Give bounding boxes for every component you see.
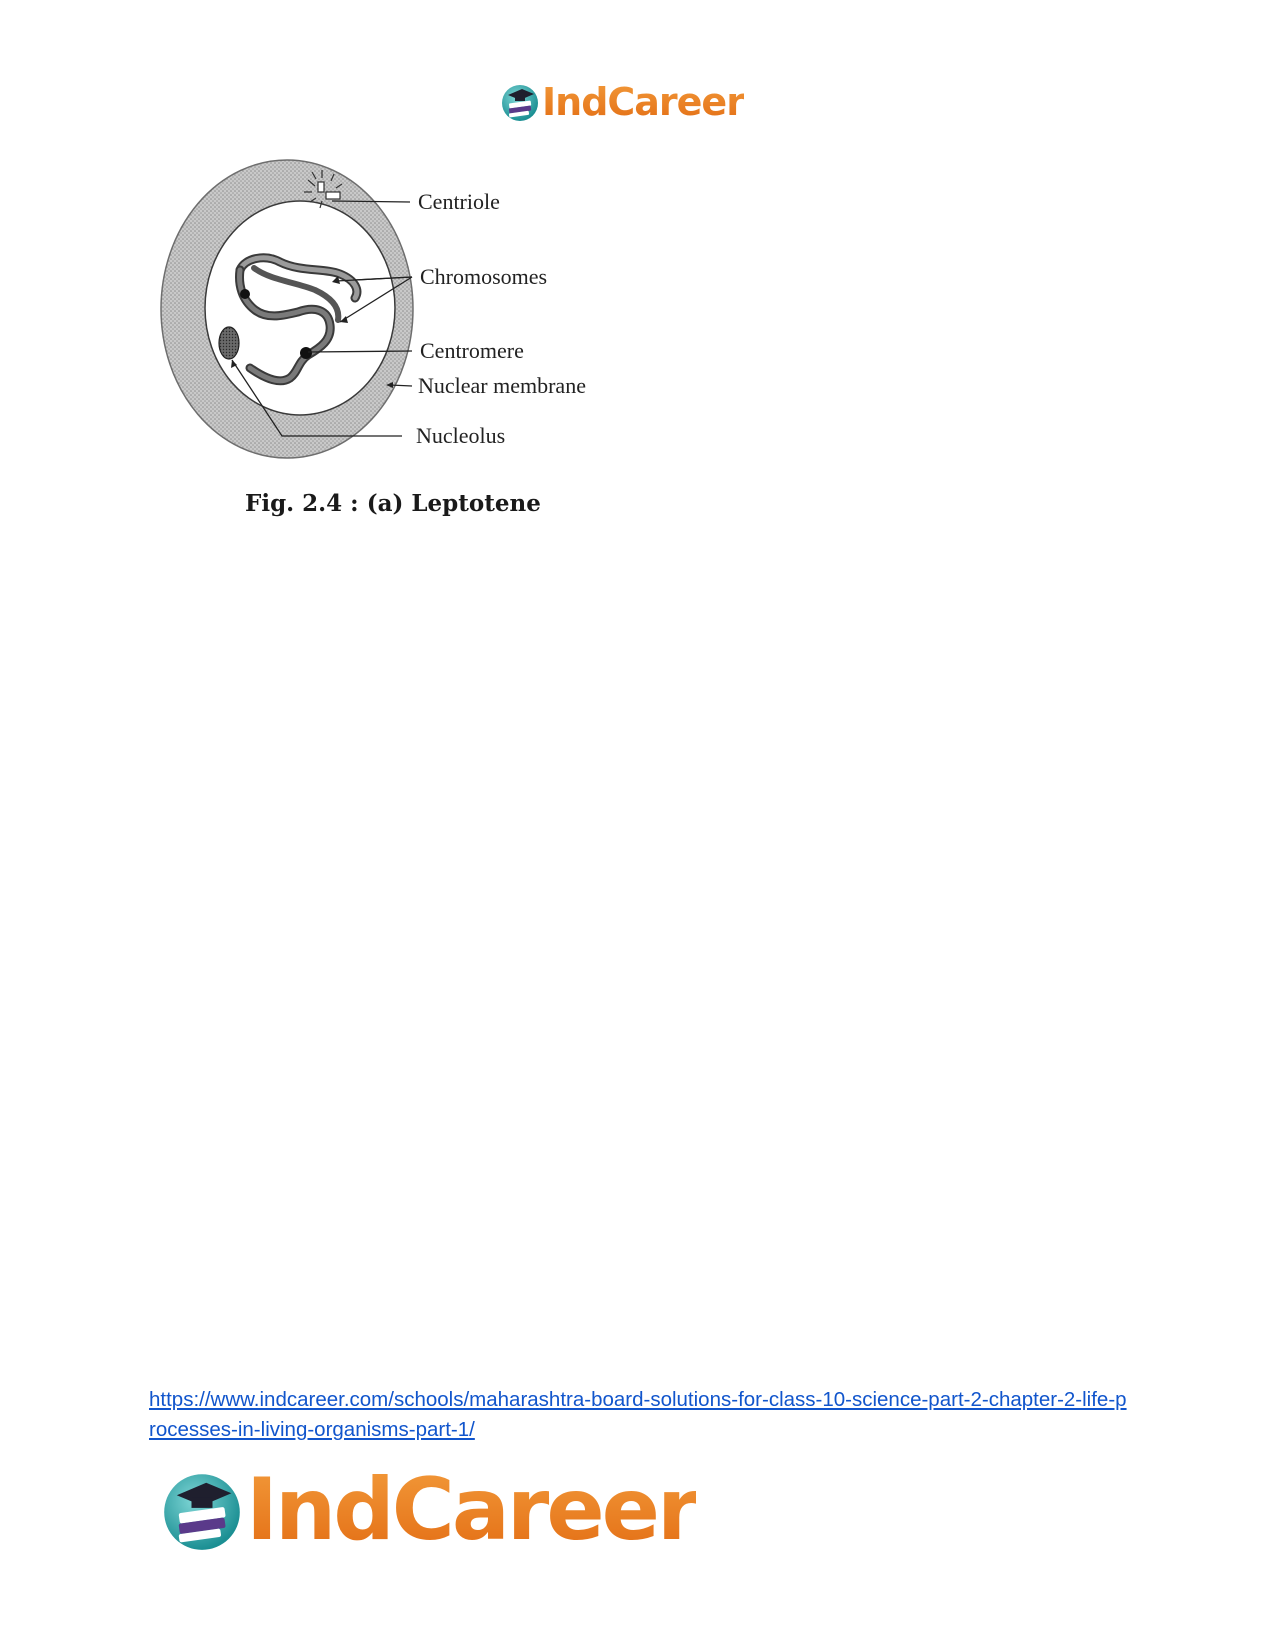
label-centriole: Centriole (418, 189, 500, 214)
nucleolus-shape (219, 327, 239, 359)
footer-logo (160, 1462, 696, 1558)
header-logo (500, 80, 744, 124)
label-chromosomes: Chromosomes (420, 264, 548, 289)
graduation-cap-logo-icon (160, 1468, 244, 1552)
caption-title: Leptotene (411, 490, 541, 517)
label-nucleolus: Nucleolus (416, 423, 506, 448)
label-centromere: Centromere (420, 338, 524, 363)
label-nuclear-membrane: Nuclear membrane (418, 373, 586, 398)
caption-figure-number: Fig. 2.4 : (245, 490, 359, 517)
logo-wordmark: IndCareer (542, 80, 744, 124)
leptotene-diagram (150, 150, 670, 530)
logo-wordmark: IndCareer (246, 1460, 697, 1560)
graduation-cap-logo-icon (500, 82, 540, 122)
centromere-dot (300, 347, 312, 359)
source-link[interactable]: https://www.indcareer.com/schools/maharashtra-board-solutions-for-class-10-science-part-2-chapter-2-life-processes-in-living-organisms-part-1/ (149, 1388, 1127, 1441)
figure-caption (245, 490, 541, 517)
caption-part: (a) (366, 490, 404, 517)
centromere-dot (240, 289, 250, 299)
